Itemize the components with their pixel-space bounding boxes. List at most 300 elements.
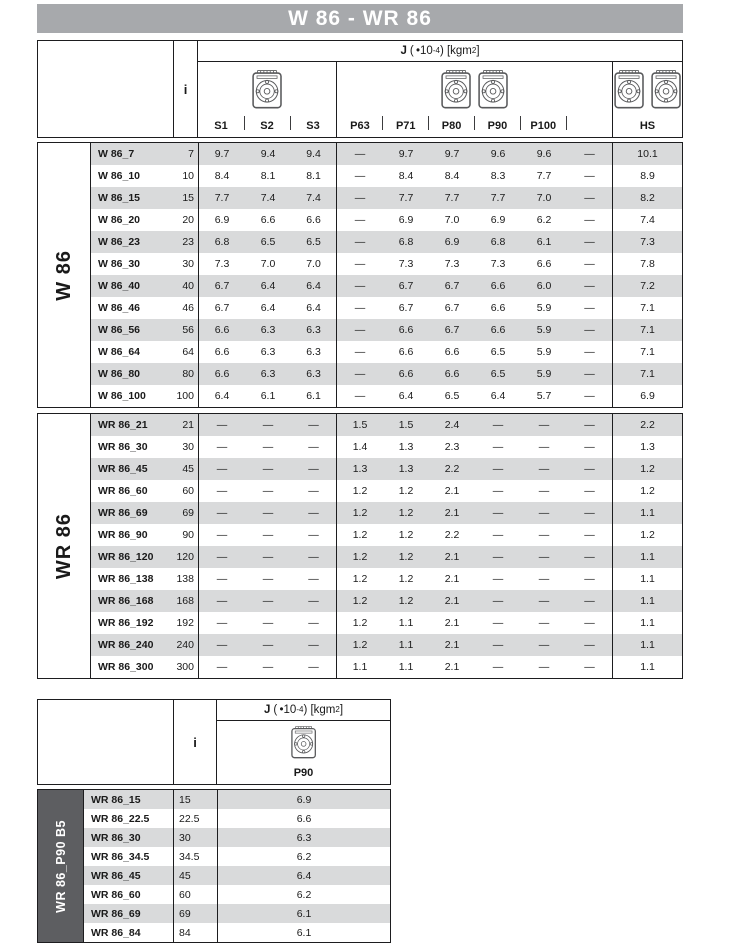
value-cell: —	[567, 458, 613, 480]
value-cell: 6.8	[398, 236, 414, 248]
model-cell: WR 86_168	[98, 595, 154, 607]
value-cell: 2.2	[444, 529, 460, 541]
value-cell: 8.4	[398, 170, 414, 182]
gearbox-icon	[441, 67, 472, 111]
value-cell: —	[262, 507, 274, 519]
section-label-cell	[38, 414, 91, 678]
value-cell: —	[216, 463, 228, 475]
value-cell: 2.1	[444, 639, 460, 651]
value-cell: 1.4	[352, 441, 368, 453]
value-cell: 1.2	[398, 573, 414, 585]
section-label-w86: W 86	[52, 249, 75, 301]
value-cell: —	[492, 661, 504, 673]
value-cell: 7.1	[640, 302, 655, 314]
header-empty-cell	[38, 700, 173, 784]
ratio-column-header: i	[173, 700, 217, 784]
wr86-p90-b5-section	[37, 789, 391, 943]
group-labels	[337, 115, 612, 137]
value-cell: —	[354, 280, 366, 292]
value-cell: —	[538, 419, 550, 431]
column-header-s1: S1	[214, 120, 228, 132]
value-cell: 6.6	[444, 346, 460, 358]
value-cell: 6.3	[260, 324, 276, 336]
wr86-section	[37, 413, 683, 679]
table-row	[84, 790, 390, 809]
section-label-cell	[38, 143, 91, 407]
value-cell: 1.1	[398, 661, 414, 673]
gearbox-icon	[614, 67, 645, 111]
value-cell: —	[567, 568, 613, 590]
value-cell: 7.3	[214, 258, 230, 270]
value-cell: —	[538, 507, 550, 519]
value-cell: 8.3	[490, 170, 506, 182]
value-cell: 1.1	[640, 661, 655, 673]
gearbox-icon	[291, 724, 317, 760]
section-label-cell-dark	[38, 790, 84, 942]
value-cell: 8.4	[214, 170, 230, 182]
value-cell: —	[291, 590, 337, 612]
table-row	[91, 458, 682, 480]
value-cell: —	[291, 546, 337, 568]
value-cell: 1.2	[398, 595, 414, 607]
bottom-table-header	[37, 699, 391, 785]
value-cell: —	[567, 634, 613, 656]
value-cell: —	[567, 524, 613, 546]
model-cell: WR 86_69	[98, 507, 148, 519]
model-cell: W 86_40	[98, 280, 141, 292]
value-cell: 7.4	[291, 187, 337, 209]
value-cell: —	[291, 458, 337, 480]
table-row	[91, 656, 682, 678]
model-cell: W 86_56	[98, 324, 141, 336]
value-cell: 6.6	[296, 812, 312, 825]
value-cell: 6.5	[260, 236, 276, 248]
value-cell: —	[492, 485, 504, 497]
ratio-cell: 120	[174, 546, 199, 568]
table-row	[91, 165, 682, 187]
ratio-cell: 168	[174, 590, 199, 612]
value-cell: —	[354, 236, 366, 248]
value-cell: —	[354, 258, 366, 270]
value-cell: —	[354, 368, 366, 380]
value-cell: 6.3	[296, 831, 312, 844]
value-cell: 1.1	[640, 551, 655, 563]
value-cell: 7.3	[490, 258, 506, 270]
value-cell: 2.1	[444, 573, 460, 585]
value-cell: 5.9	[536, 302, 552, 314]
value-cell: 6.2	[296, 850, 312, 863]
table-row	[84, 866, 390, 885]
value-cell: —	[567, 341, 613, 363]
value-cell: 2.3	[444, 441, 460, 453]
value-cell: 9.7	[444, 148, 460, 160]
column-header-hs: HS	[639, 120, 656, 132]
value-cell: 6.1	[536, 236, 552, 248]
table-row	[84, 809, 390, 828]
model-cell: WR 86_120	[98, 551, 154, 563]
value-cell: —	[492, 617, 504, 629]
value-cell: 6.6	[214, 368, 230, 380]
value-cell: 6.4	[291, 275, 337, 297]
value-cell: 6.6	[214, 346, 230, 358]
group-icons	[613, 62, 682, 115]
ratio-cell: 23	[174, 231, 199, 253]
value-cell: 2.2	[640, 419, 655, 431]
value-cell: 1.3	[640, 441, 655, 453]
value-cell: 1.2	[352, 529, 368, 541]
value-cell: 6.5	[291, 231, 337, 253]
value-cell: 7.3	[444, 258, 460, 270]
value-cell: 6.9	[398, 214, 414, 226]
value-cell: 1.2	[352, 485, 368, 497]
w86-rows	[91, 143, 682, 407]
column-header-blank	[566, 115, 612, 137]
ratio-cell: 240	[174, 634, 199, 656]
value-cell: —	[492, 639, 504, 651]
inertia-unit-header: J ( •10 -4 ) [kgm 2 ]	[198, 41, 682, 62]
value-cell: 6.0	[536, 280, 552, 292]
value-cell: 6.7	[398, 280, 414, 292]
value-cell: —	[567, 363, 613, 385]
value-cell: —	[216, 441, 228, 453]
value-cell: —	[567, 414, 613, 436]
gearbox-icon	[478, 67, 509, 111]
ratio-cell: 10	[174, 165, 199, 187]
ratio-cell: 69	[174, 502, 199, 524]
value-cell: 9.4	[260, 148, 276, 160]
ratio-cell: 56	[174, 319, 199, 341]
value-cell: —	[262, 661, 274, 673]
value-cell: —	[492, 463, 504, 475]
value-cell: 1.1	[398, 617, 414, 629]
value-cell: 6.5	[490, 368, 506, 380]
value-cell: 1.1	[640, 639, 655, 651]
value-cell: 2.4	[444, 419, 460, 431]
value-cell: 1.5	[352, 419, 368, 431]
value-cell: 8.1	[291, 165, 337, 187]
value-cell: 1.2	[398, 529, 414, 541]
model-cell: WR 86_138	[98, 573, 154, 585]
model-cell: WR 86_300	[98, 661, 154, 673]
column-header-p90: P90	[474, 115, 520, 137]
table-row	[84, 923, 390, 942]
model-cell: WR 86_30	[84, 828, 174, 847]
value-cell: 6.3	[260, 346, 276, 358]
table-row	[91, 480, 682, 502]
table-row	[91, 502, 682, 524]
value-cell: 2.1	[444, 661, 460, 673]
w86-section	[37, 142, 683, 408]
value-cell: 6.6	[490, 280, 506, 292]
value-cell: 8.9	[640, 170, 655, 182]
value-cell: 6.6	[260, 214, 276, 226]
value-cell: 5.9	[536, 346, 552, 358]
ratio-cell: 40	[174, 275, 199, 297]
value-cell: 1.1	[352, 661, 368, 673]
model-cell: WR 86_21	[98, 419, 148, 431]
model-cell: WR 86_60	[84, 885, 174, 904]
value-cell: 8.2	[640, 192, 655, 204]
value-cell: —	[538, 595, 550, 607]
ratio-cell: 46	[174, 297, 199, 319]
value-cell: 6.4	[291, 297, 337, 319]
value-cell: —	[538, 529, 550, 541]
column-header-p80: P80	[429, 115, 475, 137]
value-cell: 7.4	[260, 192, 276, 204]
value-cell: —	[216, 595, 228, 607]
model-cell: W 86_20	[98, 214, 141, 226]
value-cell: 9.7	[214, 148, 230, 160]
value-cell: —	[567, 656, 613, 678]
table-row	[91, 319, 682, 341]
value-cell: —	[492, 529, 504, 541]
value-cell: —	[492, 595, 504, 607]
wr86-rows	[91, 414, 682, 678]
model-cell: WR 86_22.5	[84, 809, 174, 828]
value-cell: —	[492, 507, 504, 519]
value-cell: 9.6	[536, 148, 552, 160]
model-cell: WR 86_45	[84, 866, 174, 885]
value-cell: 6.4	[490, 390, 506, 402]
value-cell: 1.2	[640, 463, 655, 475]
value-cell: —	[354, 302, 366, 314]
ratio-cell: 300	[174, 656, 199, 678]
ratio-cell: 100	[174, 385, 199, 407]
value-cell: —	[262, 551, 274, 563]
ratio-cell: 138	[174, 568, 199, 590]
value-cell: 7.0	[260, 258, 276, 270]
value-cell: 7.3	[398, 258, 414, 270]
value-cell: 6.2	[536, 214, 552, 226]
table-row	[91, 341, 682, 363]
model-cell: WR 86_90	[98, 529, 148, 541]
value-cell: 6.6	[398, 368, 414, 380]
ratio-cell: 90	[174, 524, 199, 546]
value-cell: —	[354, 346, 366, 358]
value-cell: 1.2	[640, 529, 655, 541]
value-cell: 6.6	[444, 368, 460, 380]
model-cell: WR 86_30	[98, 441, 148, 453]
value-cell: —	[354, 390, 366, 402]
value-cell: —	[354, 148, 366, 160]
section-label-wr86-p90-b5: WR 86_P90 B5	[53, 819, 68, 913]
value-cell: 6.3	[291, 363, 337, 385]
ratio-cell: 69	[174, 904, 218, 923]
value-cell: —	[567, 165, 613, 187]
value-cell: 9.7	[398, 148, 414, 160]
value-cell: 7.3	[640, 236, 655, 248]
ratio-cell: 64	[174, 341, 199, 363]
value-cell: 6.4	[296, 869, 312, 882]
value-cell: —	[567, 297, 613, 319]
value-cell: 9.6	[490, 148, 506, 160]
ratio-cell: 84	[174, 923, 218, 942]
value-cell: 2.1	[444, 595, 460, 607]
value-cell: —	[567, 319, 613, 341]
value-cell: —	[492, 441, 504, 453]
table-row	[84, 828, 390, 847]
value-cell: 6.6	[291, 209, 337, 231]
column-header-s2: S2	[244, 115, 290, 137]
value-cell: —	[262, 639, 274, 651]
value-cell: 1.2	[352, 573, 368, 585]
value-cell: 7.1	[640, 324, 655, 336]
ratio-cell: 22.5	[174, 809, 218, 828]
table-row	[91, 414, 682, 436]
unit-text: ) [kgm	[439, 45, 472, 57]
value-cell: 1.2	[352, 617, 368, 629]
value-cell: —	[538, 617, 550, 629]
value-cell: 8.1	[260, 170, 276, 182]
value-cell: 6.1	[296, 907, 312, 920]
table-row	[91, 143, 682, 165]
value-cell: 6.6	[536, 258, 552, 270]
value-cell: 6.9	[640, 390, 655, 402]
table-row	[91, 231, 682, 253]
value-cell: 1.2	[352, 551, 368, 563]
value-cell: 7.1	[640, 346, 655, 358]
value-cell: —	[567, 546, 613, 568]
value-cell: 5.9	[536, 368, 552, 380]
value-cell: —	[538, 639, 550, 651]
group-labels	[613, 115, 682, 137]
value-cell: —	[262, 463, 274, 475]
ratio-cell: 45	[174, 458, 199, 480]
group-icons	[198, 62, 336, 115]
value-cell: 6.7	[214, 302, 230, 314]
value-cell: —	[291, 568, 337, 590]
value-cell: 6.6	[214, 324, 230, 336]
value-cell: 6.6	[490, 302, 506, 314]
value-cell: 6.3	[291, 341, 337, 363]
value-cell: —	[567, 209, 613, 231]
value-cell: 6.3	[260, 368, 276, 380]
model-cell: W 86_46	[98, 302, 141, 314]
ratio-cell: 60	[174, 480, 199, 502]
value-cell: 6.9	[444, 236, 460, 248]
value-cell: 2.1	[444, 551, 460, 563]
ratio-cell: 60	[174, 885, 218, 904]
ratio-cell: 34.5	[174, 847, 218, 866]
model-cell: W 86_23	[98, 236, 141, 248]
value-cell: 6.9	[296, 793, 312, 806]
value-cell: —	[567, 480, 613, 502]
value-cell: 1.1	[640, 507, 655, 519]
value-cell: —	[354, 170, 366, 182]
value-cell: —	[262, 485, 274, 497]
value-cell: 1.2	[640, 485, 655, 497]
value-cell: —	[538, 463, 550, 475]
model-cell: W 86_80	[98, 368, 141, 380]
table-row	[91, 187, 682, 209]
table-row	[84, 904, 390, 923]
value-cell: 6.7	[214, 280, 230, 292]
value-cell: 1.2	[352, 595, 368, 607]
unit-text: ]	[339, 704, 344, 716]
value-cell: —	[262, 529, 274, 541]
value-cell: —	[262, 441, 274, 453]
value-cell: 6.4	[398, 390, 414, 402]
model-cell: WR 86_15	[84, 790, 174, 809]
page-content	[37, 0, 683, 943]
value-cell: —	[216, 617, 228, 629]
ratio-cell: 21	[174, 414, 199, 436]
value-cell: 6.8	[490, 236, 506, 248]
group-icons	[337, 62, 612, 115]
value-cell: —	[216, 529, 228, 541]
value-cell: 6.2	[296, 888, 312, 901]
value-cell: 6.4	[214, 390, 230, 402]
model-cell: WR 86_45	[98, 463, 148, 475]
model-cell: WR 86_34.5	[84, 847, 174, 866]
main-table-header	[37, 40, 683, 138]
value-cell: 6.7	[444, 302, 460, 314]
value-cell: 1.1	[398, 639, 414, 651]
value-cell: 6.4	[260, 280, 276, 292]
value-cell: 7.7	[214, 192, 230, 204]
value-cell: 6.1	[260, 390, 276, 402]
value-cell: 7.4	[640, 214, 655, 226]
bottom-rows	[84, 790, 390, 942]
value-cell: —	[354, 214, 366, 226]
table-row	[91, 546, 682, 568]
value-cell: —	[567, 187, 613, 209]
unit-symbol: J	[263, 704, 271, 716]
value-cell: 1.1	[640, 595, 655, 607]
value-cell: 2.2	[444, 463, 460, 475]
value-cell: —	[216, 551, 228, 563]
table-row	[91, 253, 682, 275]
section-label-wr86: WR 86	[52, 512, 75, 580]
value-cell: —	[354, 324, 366, 336]
value-cell: —	[216, 507, 228, 519]
value-cell: 6.1	[291, 385, 337, 407]
unit-symbol: J	[400, 45, 407, 57]
gearbox-icon	[252, 67, 283, 111]
value-cell: 7.2	[640, 280, 655, 292]
table-row	[91, 297, 682, 319]
value-cell: 7.7	[398, 192, 414, 204]
value-cell: —	[291, 634, 337, 656]
model-cell: W 86_64	[98, 346, 141, 358]
value-cell: —	[567, 231, 613, 253]
ratio-cell: 15	[174, 790, 218, 809]
value-cell: —	[262, 617, 274, 629]
value-cell: 1.3	[398, 463, 414, 475]
inertia-unit-header: J ( •10 -4 ) [kgm 2 ]	[217, 700, 390, 721]
value-cell: 7.7	[536, 170, 552, 182]
value-cell: 7.0	[291, 253, 337, 275]
value-cell: —	[492, 419, 504, 431]
ratio-cell: 192	[174, 612, 199, 634]
value-cell: 1.2	[398, 507, 414, 519]
value-cell: —	[216, 485, 228, 497]
value-cell: 1.2	[398, 551, 414, 563]
value-cell: —	[567, 502, 613, 524]
value-cell: —	[216, 661, 228, 673]
value-cell: —	[567, 612, 613, 634]
value-cell: 1.3	[352, 463, 368, 475]
value-cell: —	[262, 573, 274, 585]
value-cell: 7.0	[444, 214, 460, 226]
value-cell: 6.6	[398, 324, 414, 336]
value-cell: 6.4	[260, 302, 276, 314]
column-header-p90: P90	[293, 767, 314, 779]
value-cell: 7.0	[536, 192, 552, 204]
model-cell: WR 86_192	[98, 617, 154, 629]
value-cell: 1.2	[352, 639, 368, 651]
ratio-cell: 30	[174, 253, 199, 275]
